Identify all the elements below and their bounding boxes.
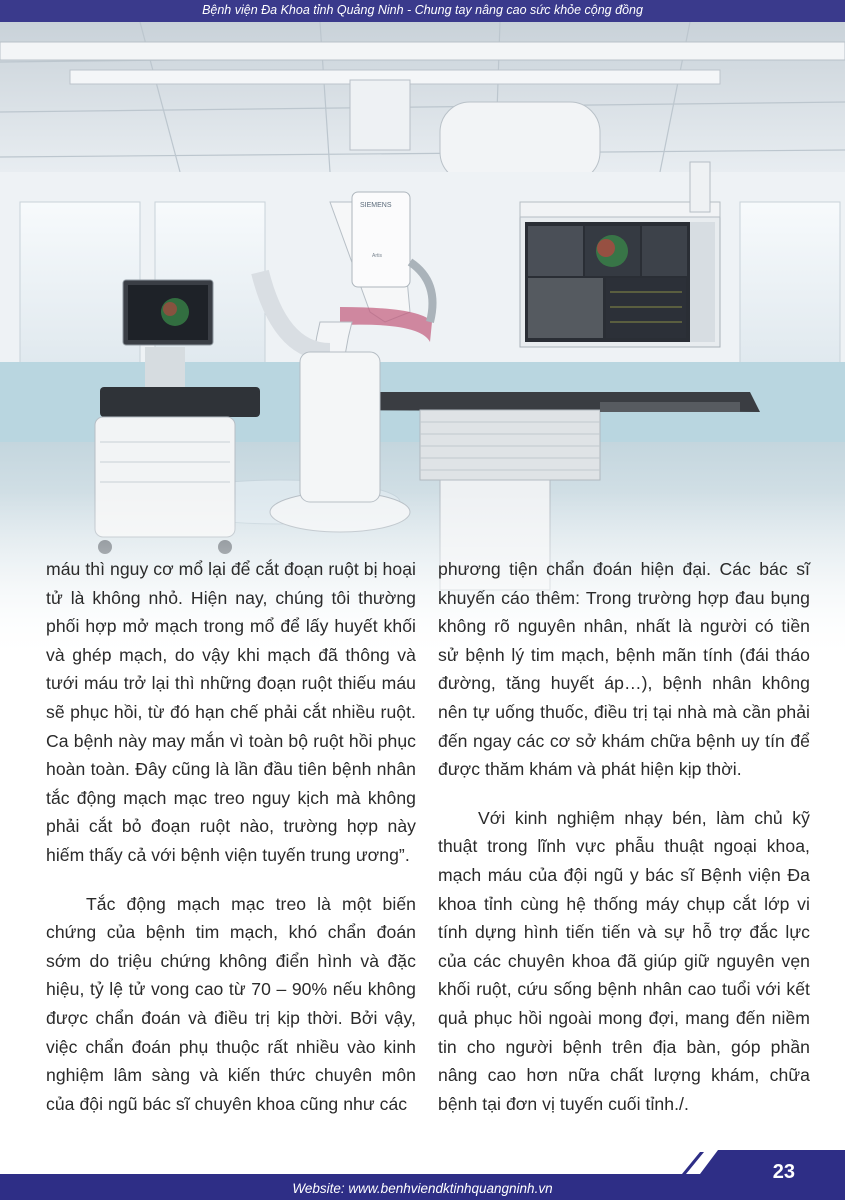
paragraph: Với kinh nghiệm nhạy bén, làm chủ kỹ thuật trong lĩnh vực phẫu thuật ngoại khoa, mạch máu của đội ngũ y bác sĩ Bệnh viện Đa khoa tỉnh cùng hệ thống máy chụp cắt lớp vi tính dựng hình tiến tiến và sự hỗ trợ đắc lực của các chuyên khoa đã giúp giữ nguyên vẹn khối ruột, cứu sống bệnh nhân cao tuổi với kết quả phục hồi ngoài mong đợi, mang đến niềm tin cho người bệnh trên địa bàn, góp phần nâng cao hơn nữa chất lượng khám, chữa bệnh tại đơn vị tuyến cuối tỉnh./. [438,807,810,1114]
paragraph: phương tiện chẩn đoán hiện đại. Các bác sĩ khuyến cáo thêm: Trong trường hợp đau bụng không rõ nguyên nhân, nhất là người có tiền sử bệnh lý tim mạch, bệnh mãn tính (đái tháo đường, tăng huyết áp…), bệnh nhân không nên tự uống thuốc, điều trị tại nhà mà cần phải đến ngay các cơ sở khám chữa bệnh uy tín để được thăm khám và phát hiện kịp thời. [438,559,810,780]
model-label: Artis [372,253,382,259]
paragraph: Tắc động mạch mạc treo là một biến chứng của bệnh tim mạch, khó chẩn đoán sớm do triệu chứng không điển hình và đặc hiệu, tỷ lệ tử vong cao từ 70 – 90% nếu không được chẩn đoán và điều trị kịp thời. Bởi vậy, việc chẩn đoán phụ thuộc rất nhiều vào kinh nghiệm lâm sàng và kiến thức chuyên môn của đội ngũ bác sĩ chuyên khoa cũng như các [46,893,416,1114]
header-bar [0,0,845,22]
paragraph: máu thì nguy cơ mổ lại để cắt đoạn ruột bị hoại tử là không nhỏ. Hiện nay, chúng tôi thường phối hợp mở mạch trong mổ để lấy huyết khối và ghép mạch, do vậy khi mạch đã thông và tưới máu trở lại thì những đoạn ruột thiếu máu sẽ phục hồi, từ đó hạn chế phải cắt nhiều ruột. Ca bệnh này may mắn vì toàn bộ ruột hồi phục hoàn toàn. Đây cũng là lần đầu tiên bệnh nhân tắc động mạch mạc treo nguy kịch mà không phải cắt bỏ đoạn ruột nào, trường hợp này hiếm thấy cả với bệnh viện tuyến trung ương”. [46,559,416,865]
right-column [438,555,810,1138]
page-number: 23 [772,1161,795,1183]
footer-bar [0,1150,845,1200]
brand-label: SIEMENS [360,202,392,209]
footer-website[interactable]: Website: www.benhviendktinhquangninh.vn [292,1181,553,1196]
header-title: Bệnh viện Đa Khoa tỉnh Quảng Ninh - Chung tay nâng cao sức khỏe cộng đồng [202,3,643,17]
left-column [46,555,416,1138]
